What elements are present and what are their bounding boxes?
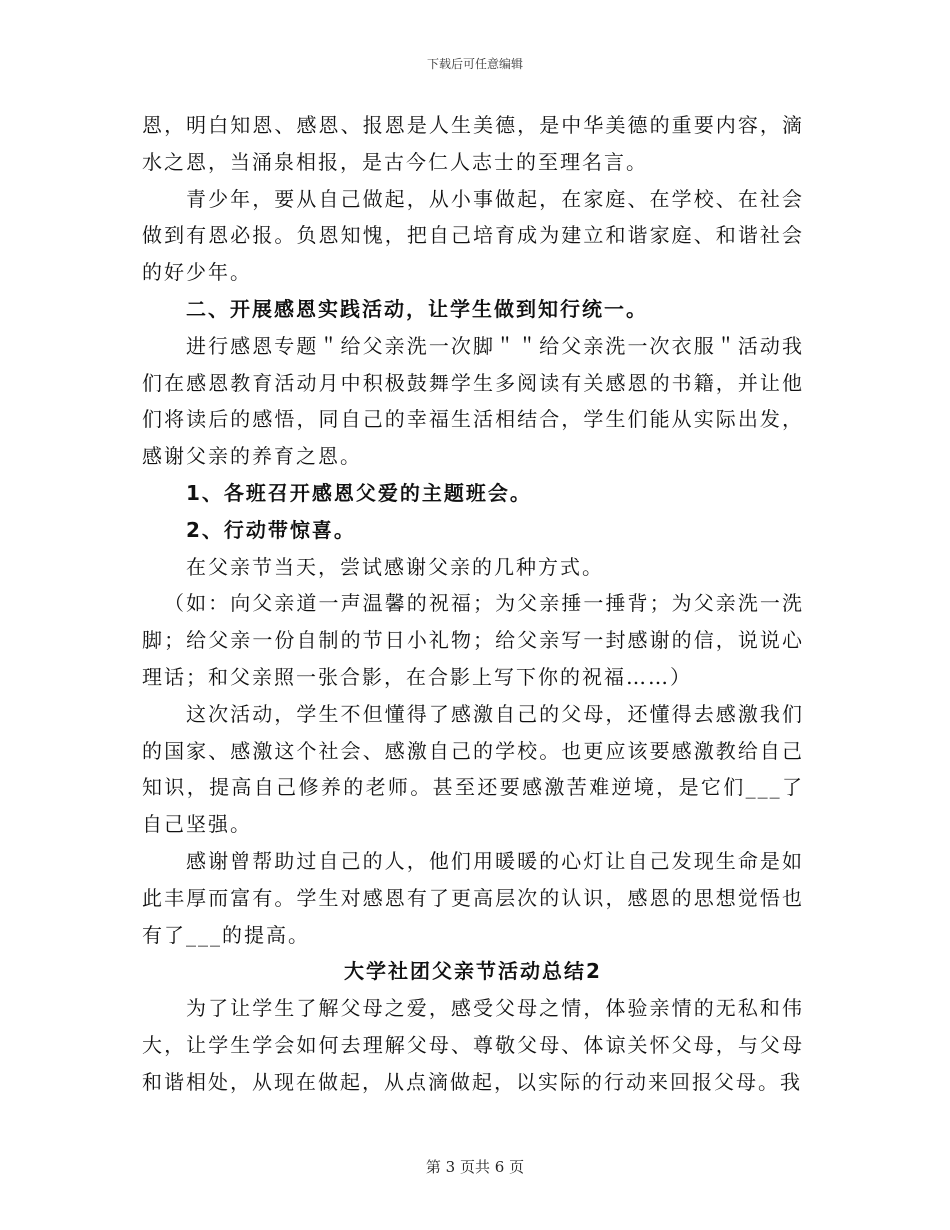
paragraph: 青少年，要从自己做起，从小事做起，在家庭、在学校、在社会做到有恩必报。负恩知愧，把自己培育成为建立和谐家庭、和谐社会的好少年。 (142, 186, 804, 285)
paragraph: 感谢曾帮助过自己的人，他们用暖暖的心灯让自己发现生命是如此丰厚而富有。学生对感恩有了更高层次的认识，感恩的思想觉悟也有了___的提高。 (142, 848, 804, 947)
paragraph: 为了让学生了解父母之爱，感受父母之情，体验亲情的无私和伟大，让学生学会如何去理解父母、尊敬父母、体谅关怀父母，与父母和谐相处，从现在做起，从点滴做起，以实际的行动来回报父母。我 (142, 996, 804, 1094)
paragraph: 进行感恩专题＂给父亲洗一次脚＂＂给父亲洗一次衣服＂活动我们在感恩教育活动月中积极鼓舞学生多阅读有关感恩的书籍，并让他们将读后的感悟，同自己的幸福生活相结合，学生们能从实际出发，感谢父亲的养育之恩。 (142, 333, 804, 469)
page-footer: 第 3 页共 6 页 (425, 1158, 525, 1176)
document-body (142, 107, 804, 1101)
paragraph: （如：向父亲道一声温馨的祝福；为父亲捶一捶背；为父亲洗一洗脚；给父亲一份自制的节日小礼物；给父亲写一封感谢的信，说说心理话；和父亲照一张合影，在合影上写下你的祝福……） (142, 591, 804, 689)
section-title: 大学社团父亲节活动总结2 (344, 959, 602, 984)
subheading: 1、各班召开感恩父爱的主题班会。 (186, 480, 532, 505)
page-header: 下载后可任意编辑 (426, 57, 523, 71)
section-heading: 二、开展感恩实践活动，让学生做到知行统一。 (186, 296, 648, 321)
paragraph: 在父亲节当天，尝试感谢父亲的几种方式。 (186, 554, 604, 579)
subheading: 2、行动带惊喜。 (186, 517, 356, 542)
paragraph: 这次活动，学生不但懂得了感激自己的父母，还懂得去感激我们的国家、感激这个社会、感激自己的学校。也更应该要感激教给自己知识，提高自己修养的老师。甚至还要感激苦难逆境，是它们___了自己坚强。 (142, 701, 804, 837)
paragraph: 恩，明白知恩、感恩、报恩是人生美德，是中华美德的重要内容，滴水之恩，当涌泉相报，是古今仁人志士的至理名言。 (142, 113, 804, 174)
